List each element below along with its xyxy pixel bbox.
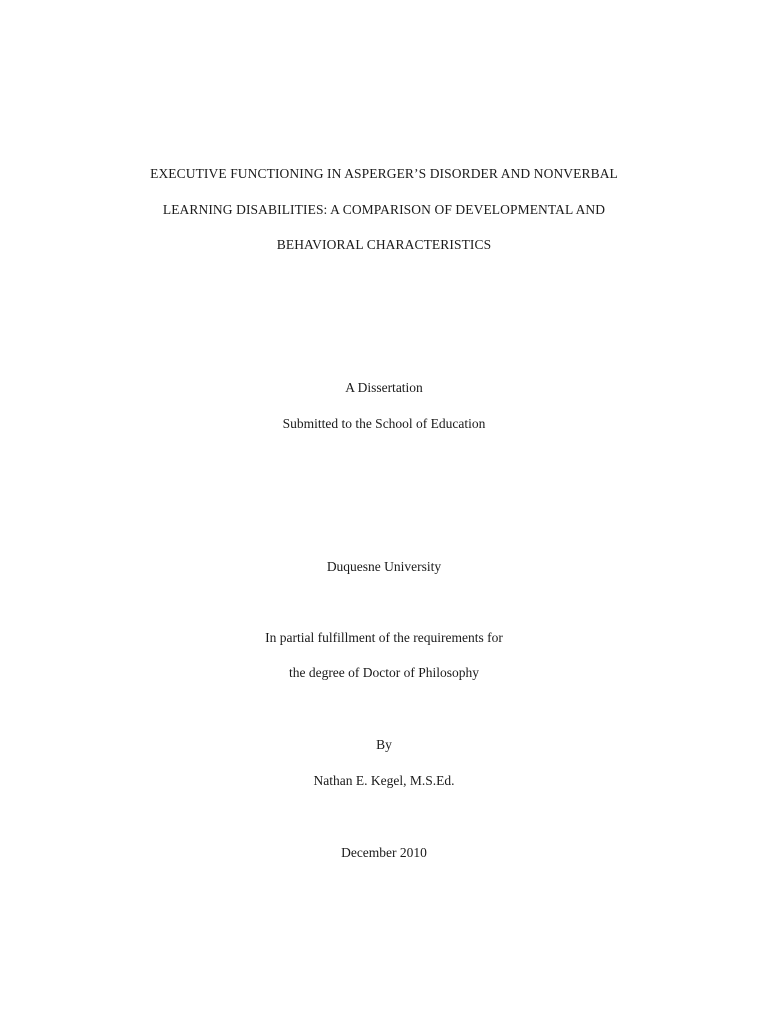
author-name: Nathan E. Kegel, M.S.Ed. xyxy=(313,773,455,788)
fulfillment-line-1: In partial fulfillment of the requirements for xyxy=(265,630,503,645)
by-label: By xyxy=(376,737,392,752)
submission-date: December 2010 xyxy=(341,845,427,860)
fulfillment-line-2: the degree of Doctor of Philosophy xyxy=(288,665,480,680)
submitted-to: Submitted to the School of Education xyxy=(282,416,486,431)
dissertation-title-line-3: BEHAVIORAL CHARACTERISTICS xyxy=(276,237,492,252)
dissertation-title-line-2: LEARNING DISABILITIES: A COMPARISON OF DEVELOPMENTAL AND xyxy=(162,202,606,217)
document-type: A Dissertation xyxy=(345,380,423,395)
dissertation-title-line-1: EXECUTIVE FUNCTIONING IN ASPERGER’S DISORDER AND NONVERBAL xyxy=(150,166,618,181)
institution: Duquesne University xyxy=(326,559,442,574)
